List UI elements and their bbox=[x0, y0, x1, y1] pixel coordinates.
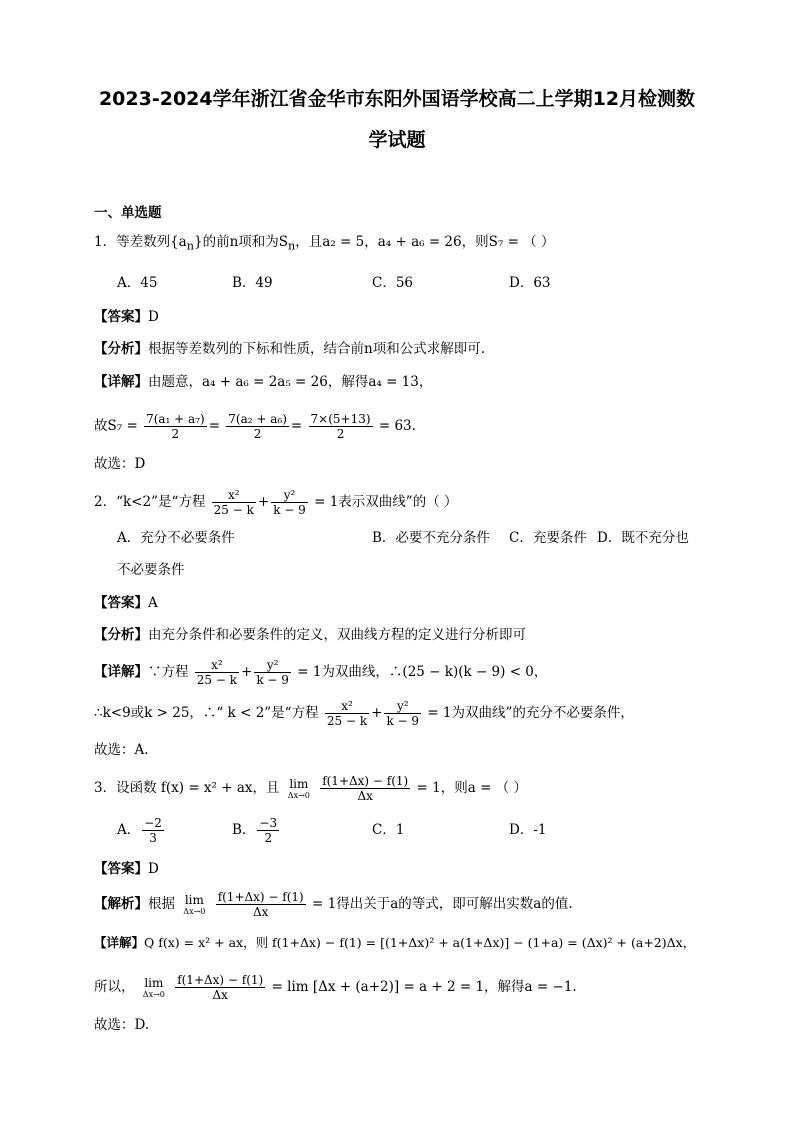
fraction-denominator: Δx bbox=[357, 789, 373, 803]
q3-stem-b: = 1，则a = （ ） bbox=[416, 780, 527, 796]
fraction-numerator: x² bbox=[195, 658, 239, 673]
q3-stem bbox=[94, 768, 527, 808]
detail-text-a: 所以， bbox=[94, 979, 135, 995]
limit-symbol bbox=[286, 777, 312, 800]
fraction bbox=[325, 699, 369, 728]
detail-text-a: ∵方程 bbox=[148, 664, 189, 680]
fraction bbox=[195, 658, 239, 687]
detail-text-d: = 1为双曲线”的充分不必要条件， bbox=[427, 705, 634, 721]
detail-text-c: ∴k<9或k > 25，∴“ k < 2”是“方程 bbox=[94, 705, 319, 721]
q3-choose: 故选：D. bbox=[94, 1017, 150, 1033]
analysis-text: 根据等差数列的下标和性质，结合前n项和公式求解即可. bbox=[148, 341, 485, 357]
formula-prefix: 故S₇ = bbox=[94, 418, 138, 434]
fraction bbox=[384, 699, 421, 728]
limit-text: lim bbox=[289, 777, 309, 791]
section-heading: 一、单选题 bbox=[94, 205, 162, 221]
q1-answer bbox=[94, 308, 159, 326]
fraction-numerator: −3 bbox=[259, 816, 278, 830]
q2-stem-b: = 1表示双曲线”的（ ） bbox=[314, 494, 458, 510]
fraction-numerator: y² bbox=[271, 488, 308, 503]
detail-text: Q f(x) = x² + ax，则 f(1+Δx) − f(1) = [(1+Δx)² + a(1+Δx)] − (1+a) = (Δx)² + (a+2)Δx， bbox=[144, 935, 696, 950]
detail-tag: 【详解】 bbox=[94, 935, 145, 950]
fraction-denominator: 2 bbox=[264, 831, 273, 845]
q1-stem-a: 1．等差数列{a bbox=[94, 234, 187, 250]
detail-text-b: = lim [Δx + (a+2)] = a + 2 = 1，解得a = −1. bbox=[271, 979, 577, 995]
q1-choose: 故选：D bbox=[94, 456, 146, 472]
fraction-numerator: y² bbox=[254, 658, 291, 673]
limit-subscript: Δx→0 bbox=[183, 907, 206, 916]
q2-analysis bbox=[94, 626, 526, 644]
fraction-numerator: x² bbox=[325, 699, 369, 714]
fraction-numerator: 7×(5+13) bbox=[310, 412, 371, 426]
fraction bbox=[144, 412, 207, 441]
fraction bbox=[175, 973, 265, 1002]
limit-subscript: Δx→0 bbox=[287, 791, 310, 800]
q3-answer bbox=[94, 860, 159, 878]
q3-detail-2 bbox=[94, 967, 577, 1007]
plus-sign: + bbox=[257, 494, 270, 510]
analysis-text: 由充分条件和必要条件的定义，双曲线方程的定义进行分析即可 bbox=[148, 627, 526, 643]
fraction-numerator: x² bbox=[212, 488, 256, 503]
q2-detail bbox=[94, 652, 547, 692]
q1-stem-c: }的前n项和为S bbox=[193, 234, 289, 250]
answer-tag: 【答案】 bbox=[94, 861, 148, 877]
detail-text-b: = 1为双曲线，∴(25 − k)(k − 9) < 0， bbox=[297, 664, 548, 680]
q2-option-d: D．既不充分也 bbox=[597, 530, 689, 546]
fraction-denominator: 2 bbox=[336, 427, 345, 441]
detail-tag: 【详解】 bbox=[94, 664, 148, 680]
fraction-denominator: 25 − k bbox=[196, 673, 238, 687]
answer-tag: 【答案】 bbox=[94, 595, 148, 611]
fraction-denominator: k − 9 bbox=[386, 714, 420, 728]
option-prefix: A． bbox=[117, 822, 141, 838]
fraction-denominator: 25 − k bbox=[213, 503, 254, 517]
q1-stem bbox=[94, 233, 554, 256]
analysis-text-a: 根据 bbox=[148, 896, 175, 912]
q3-option-a bbox=[117, 812, 166, 848]
q1-analysis bbox=[94, 340, 485, 358]
fraction-denominator: k − 9 bbox=[256, 673, 289, 687]
fraction-numerator: 7(a₁ + a₇) bbox=[146, 412, 205, 426]
fraction-numerator: f(1+Δx) − f(1) bbox=[177, 973, 264, 987]
analysis-tag: 【分析】 bbox=[94, 627, 148, 643]
q3-option-b bbox=[232, 812, 281, 848]
fraction-numerator: y² bbox=[384, 699, 421, 714]
q1-detail-formula: 故S₇ = $\frac{\text{7(a₁ + a₇)}}{2}$ = $\frac{\text{7(a₂ + a₆)}}{2}$ = $\frac{7\times(5+13)}{2}$ = 63. bbox=[94, 412, 416, 441]
fraction bbox=[142, 816, 164, 845]
option-prefix: B． bbox=[232, 822, 256, 838]
answer-value: A bbox=[148, 595, 158, 611]
fraction-denominator: 2 bbox=[171, 427, 180, 441]
fraction-numerator: 7(a₂ + a₆) bbox=[228, 412, 287, 426]
analysis-text-b: = 1得出关于a的等式，即可解出实数a的值. bbox=[312, 896, 573, 912]
fraction-denominator: 2 bbox=[253, 427, 262, 441]
q1-option-a: A．45 bbox=[117, 275, 158, 291]
analysis-tag: 【分析】 bbox=[94, 341, 148, 357]
formula-suffix: = 63. bbox=[378, 418, 416, 434]
fraction bbox=[254, 658, 291, 687]
answer-value: D bbox=[148, 309, 159, 325]
fraction-numerator: −2 bbox=[144, 816, 162, 830]
document-title: 2023-2024学年浙江省金华市东阳外国语学校高二上学期12月检测数 bbox=[98, 88, 696, 110]
fraction bbox=[257, 816, 279, 845]
q2-detail-2 bbox=[94, 693, 634, 733]
q2-answer bbox=[94, 594, 158, 612]
fraction bbox=[216, 890, 306, 919]
fraction bbox=[226, 412, 289, 441]
detail-text: 由题意，a₄ + a₆ = 2a₅ = 26，解得a₄ = 13， bbox=[148, 374, 433, 390]
fraction bbox=[212, 488, 256, 517]
limit-symbol bbox=[141, 976, 167, 999]
fraction-numerator: f(1+Δx) − f(1) bbox=[322, 774, 409, 788]
q3-option-d: D．-1 bbox=[509, 822, 547, 838]
fraction-denominator: 25 − k bbox=[326, 714, 368, 728]
q1-detail bbox=[94, 373, 432, 391]
q1-stem-sub1: n bbox=[186, 239, 194, 253]
fraction bbox=[320, 774, 410, 803]
q3-detail bbox=[94, 934, 695, 952]
fraction-denominator: Δx bbox=[212, 988, 228, 1002]
q3-stem-a: 3．设函数 f(x) = x² + ax，且 bbox=[94, 780, 280, 796]
fraction-denominator: 3 bbox=[149, 831, 157, 845]
q2-option-b: B．必要不充分条件 bbox=[372, 530, 490, 546]
fraction bbox=[271, 488, 308, 517]
q1-option-c: C．56 bbox=[372, 275, 414, 291]
q1-option-d: D．63 bbox=[509, 275, 551, 291]
limit-text: lim bbox=[144, 976, 164, 990]
fraction bbox=[309, 412, 373, 441]
document-title-cont: 学试题 bbox=[368, 129, 426, 151]
q3-analysis bbox=[94, 884, 573, 924]
fraction-numerator: f(1+Δx) − f(1) bbox=[217, 890, 304, 904]
fraction-denominator: Δx bbox=[253, 905, 269, 919]
plus-sign: + bbox=[371, 705, 383, 721]
q2-option-a: A．充分不必要条件 bbox=[117, 530, 235, 546]
answer-value: D bbox=[148, 861, 159, 877]
q2-stem bbox=[94, 482, 458, 522]
limit-symbol bbox=[181, 893, 207, 916]
q2-option-d-cont: 不必要条件 bbox=[117, 562, 185, 578]
q1-option-b: B．49 bbox=[232, 275, 273, 291]
limit-text: lim bbox=[184, 893, 204, 907]
q1-stem-sub2: n bbox=[288, 239, 296, 253]
q1-stem-e: ，且a₂ = 5，a₄ + a₆ = 26，则S₇ = （ ） bbox=[295, 234, 555, 250]
analysis-tag: 【解析】 bbox=[94, 896, 148, 912]
fraction-denominator: k − 9 bbox=[273, 503, 306, 517]
limit-subscript: Δx→0 bbox=[142, 990, 165, 999]
q2-option-c: C．充要条件 bbox=[509, 530, 587, 546]
q3-option-c: C．1 bbox=[372, 822, 405, 838]
q2-choose: 故选：A. bbox=[94, 742, 149, 758]
q2-stem-a: 2．“k<2”是“方程 bbox=[94, 494, 206, 510]
plus-sign: + bbox=[241, 664, 253, 680]
detail-tag: 【详解】 bbox=[94, 374, 148, 390]
answer-tag: 【答案】 bbox=[94, 309, 148, 325]
